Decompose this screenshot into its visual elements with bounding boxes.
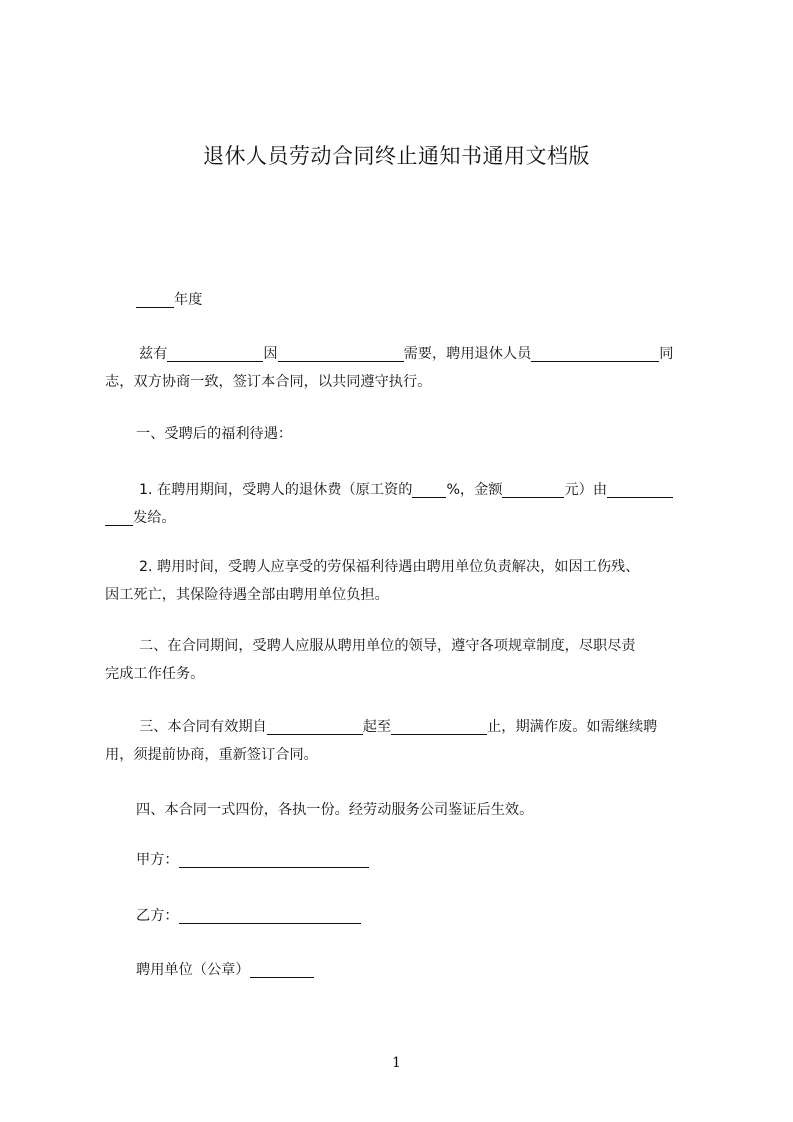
item1-text-1: 1. 在聘用期间，受聘人的退休费（原工资的 [139,482,413,498]
item1-blank-percent [412,479,446,498]
section2-paragraph [105,632,707,688]
document-title: 退休人员劳动合同终止通知书通用文档版 [203,144,590,168]
party-a-line [105,846,707,874]
intro-blank-3 [531,343,659,362]
intro-text-3: 需要，聘用退休人员 [403,346,532,362]
section3-paragraph [105,713,707,769]
employer-seal-label: 聘用单位（公章） [136,962,250,978]
intro-blank-1 [167,343,263,362]
item2-line1: 2. 聘用时间，受聘人应享受的劳保福利待遇由聘用单位负责解决，如因工伤残、 [139,559,640,575]
intro-text-1: 兹有 [139,346,168,362]
section2-line2: 完成工作任务。 [105,666,205,682]
section1-heading-text: 一、受聘后的福利待遇： [136,426,293,442]
party-b-line [105,902,707,930]
section3-text-1: 三、本合同有效期自 [139,719,267,735]
section4-text: 四、本合同一式四份，各执一份。经劳动服务公司鉴证后生效。 [136,802,534,818]
item1-text-2: %，金额 [446,482,503,498]
year-label: 年度 [174,292,203,308]
item1-text-4: 发给。 [133,510,176,526]
item1-text-3: 元）由 [564,482,608,498]
section3-blank-start [267,716,363,735]
employer-seal-line [105,956,707,984]
section1-heading [105,420,707,448]
party-b-signature-blank [179,905,361,924]
item2-paragraph [105,553,707,609]
section2-line1: 二、在合同期间，受聘人应服从聘用单位的领导，遵守各项规章制度，尽职尽责 [139,638,636,654]
section3-text-2: 起至 [362,719,392,735]
item1-blank-payer [607,479,673,498]
party-a-label: 甲方： [136,852,179,868]
section3-blank-end [391,716,487,735]
page-number: 1 [392,1055,401,1071]
intro-blank-2 [278,343,404,362]
intro-text-5: 志，双方协商一致，签订本合同，以共同遵守执行。 [105,374,432,390]
intro-text-2: 因 [263,346,278,362]
year-blank [136,289,174,308]
section3-line2: 用，须提前协商，重新签订合同。 [105,747,318,763]
item1-blank-amount [502,479,564,498]
intro-paragraph [105,340,707,396]
employer-seal-blank [250,959,314,978]
intro-text-4: 同 [659,346,674,362]
year-line [105,286,707,314]
item1-paragraph [105,476,707,532]
section3-text-3: 止，期满作废。如需继续聘 [487,719,658,735]
party-b-label: 乙方： [136,908,179,924]
item1-blank-payer-cont [105,507,133,526]
section4-paragraph [105,796,707,824]
party-a-signature-blank [179,849,369,868]
item2-line2: 因工死亡，其保险待遇全部由聘用单位负担。 [105,587,389,603]
